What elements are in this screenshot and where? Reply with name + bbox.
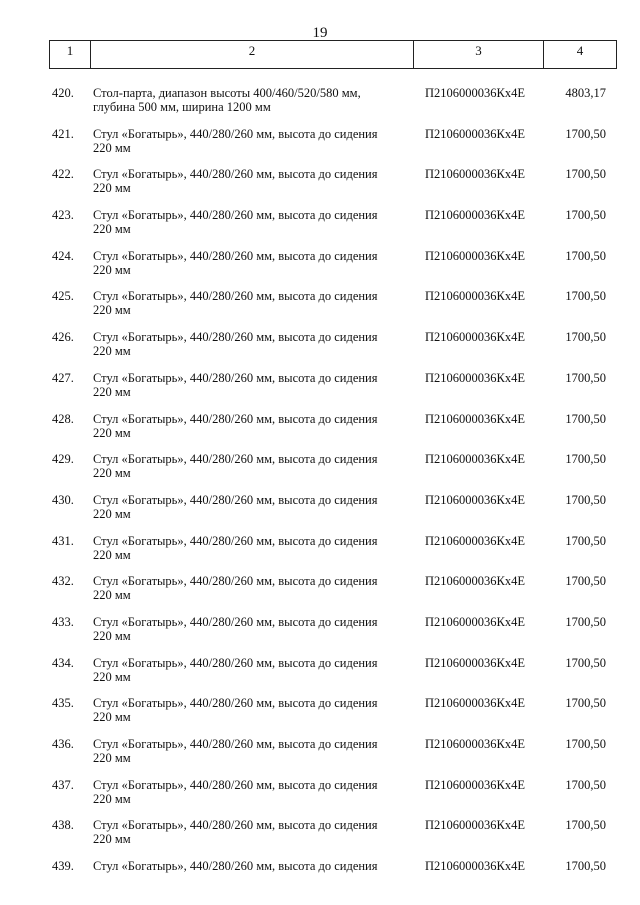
row-number: 436. xyxy=(52,737,74,751)
row-price: 1700,50 xyxy=(565,208,606,223)
row-price: 1700,50 xyxy=(565,411,606,426)
table-row xyxy=(0,452,640,493)
row-description xyxy=(93,412,398,440)
row-number: 424. xyxy=(52,248,74,263)
row-price: 1700,50 xyxy=(565,126,606,141)
row-number: 428. xyxy=(52,411,74,426)
row-price: 1700,50 xyxy=(565,614,606,629)
row-description-line2: 220 мм xyxy=(93,344,131,359)
row-number: 425. xyxy=(52,289,74,304)
row-code: П2106000036Кх4Е xyxy=(425,818,525,833)
table-row xyxy=(0,534,640,575)
row-description-line2: 220 мм xyxy=(93,506,131,521)
row-description-line1: Стул «Богатырь», 440/280/260 мм, высота до сидения xyxy=(93,411,378,426)
row-price: 1700,50 xyxy=(565,737,606,751)
table-row xyxy=(0,412,640,453)
row-number: 435. xyxy=(52,696,74,711)
row-description-line2: 220 мм xyxy=(93,425,131,440)
row-description-line1: Стол-парта, диапазон высоты 400/460/520/580 мм, xyxy=(93,86,361,100)
row-number: 422. xyxy=(52,167,74,182)
row-code: П2106000036Кх4Е xyxy=(425,411,525,426)
row-code: П2106000036Кх4Е xyxy=(425,533,525,548)
row-description-line2: глубина 500 мм, ширина 1200 мм xyxy=(93,100,271,114)
row-number: 438. xyxy=(52,818,74,833)
row-number: 423. xyxy=(52,208,74,223)
table-row xyxy=(0,696,640,737)
row-description-line2: 220 мм xyxy=(93,384,131,399)
row-number: 427. xyxy=(52,370,74,385)
row-number: 434. xyxy=(52,655,74,670)
row-description-line2: 220 мм xyxy=(93,710,131,725)
row-price: 1700,50 xyxy=(565,655,606,670)
row-price: 1700,50 xyxy=(565,452,606,467)
row-description xyxy=(93,656,398,684)
row-description-line2: 220 мм xyxy=(93,751,131,765)
row-code: П2106000036Кх4Е xyxy=(425,492,525,507)
table-row xyxy=(0,330,640,371)
row-description-line1: Стул «Богатырь», 440/280/260 мм, высота до сидения xyxy=(93,777,378,792)
row-description xyxy=(93,289,398,317)
row-description-line2: 220 мм xyxy=(93,140,131,155)
row-number: 431. xyxy=(52,533,74,548)
row-price: 1700,50 xyxy=(565,289,606,304)
row-price: 1700,50 xyxy=(565,696,606,711)
row-code: П2106000036Кх4Е xyxy=(425,777,525,792)
row-description xyxy=(93,859,398,873)
row-description-line1: Стул «Богатырь», 440/280/260 мм, высота до сидения xyxy=(93,818,378,833)
row-description xyxy=(93,127,398,155)
row-description-line1: Стул «Богатырь», 440/280/260 мм, высота до сидения xyxy=(93,533,378,548)
table-row xyxy=(0,127,640,168)
header-col-3: 3 xyxy=(414,41,544,68)
row-description-line1: Стул «Богатырь», 440/280/260 мм, высота до сидения xyxy=(93,574,378,589)
table-row xyxy=(0,249,640,290)
header-col-2: 2 xyxy=(91,41,414,68)
row-code: П2106000036Кх4Е xyxy=(425,248,525,263)
row-code: П2106000036Кх4Е xyxy=(425,574,525,589)
table-row xyxy=(0,737,640,778)
row-description xyxy=(93,574,398,602)
row-description-line2: 220 мм xyxy=(93,303,131,318)
row-price: 1700,50 xyxy=(565,330,606,345)
row-price: 1700,50 xyxy=(565,248,606,263)
row-price: 1700,50 xyxy=(565,574,606,589)
row-description xyxy=(93,696,398,724)
row-description xyxy=(93,371,398,399)
row-description-line1: Стул «Богатырь», 440/280/260 мм, высота до сидения xyxy=(93,126,378,141)
table-row xyxy=(0,167,640,208)
row-description xyxy=(93,452,398,480)
row-number: 433. xyxy=(52,614,74,629)
row-description-line2: 220 мм xyxy=(93,547,131,562)
table-row xyxy=(0,371,640,412)
row-description-line2: 220 мм xyxy=(93,222,131,237)
table-row xyxy=(0,574,640,615)
table-row xyxy=(0,778,640,819)
row-description-line2: 220 мм xyxy=(93,791,131,806)
row-description-line1: Стул «Богатырь», 440/280/260 мм, высота до сидения xyxy=(93,452,378,467)
row-description-line2: 220 мм xyxy=(93,628,131,643)
row-price: 1700,50 xyxy=(565,777,606,792)
row-code: П2106000036Кх4Е xyxy=(425,126,525,141)
row-number: 439. xyxy=(52,859,74,874)
row-description xyxy=(93,778,398,806)
row-description-line1: Стул «Богатырь», 440/280/260 мм, высота до сидения xyxy=(93,330,378,345)
row-description-line2: 220 мм xyxy=(93,588,131,603)
row-description xyxy=(93,167,398,195)
row-price: 4803,17 xyxy=(565,86,606,100)
row-code: П2106000036Кх4Е xyxy=(425,614,525,629)
row-code: П2106000036Кх4Е xyxy=(425,452,525,467)
row-description-line2: 220 мм xyxy=(93,466,131,481)
row-code: П2106000036Кх4Е xyxy=(425,86,525,100)
row-number: 432. xyxy=(52,574,74,589)
row-description xyxy=(93,737,398,765)
row-price: 1700,50 xyxy=(565,492,606,507)
row-code: П2106000036Кх4Е xyxy=(425,655,525,670)
row-description-line2: 220 мм xyxy=(93,181,131,196)
row-description xyxy=(93,818,398,846)
row-code: П2106000036Кх4Е xyxy=(425,330,525,345)
table-body xyxy=(0,86,640,900)
row-description-line1: Стул «Богатырь», 440/280/260 мм, высота до сидения xyxy=(93,289,378,304)
row-description-line1: Стул «Богатырь», 440/280/260 мм, высота до сидения xyxy=(93,655,378,670)
row-number: 430. xyxy=(52,492,74,507)
row-code: П2106000036Кх4Е xyxy=(425,208,525,223)
table-row xyxy=(0,208,640,249)
row-description-line1: Стул «Богатырь», 440/280/260 мм, высота до сидения xyxy=(93,248,378,263)
row-description-line1: Стул «Богатырь», 440/280/260 мм, высота до сидения xyxy=(93,208,378,223)
row-description-line1: Стул «Богатырь», 440/280/260 мм, высота до сидения xyxy=(93,696,378,711)
row-description-line1: Стул «Богатырь», 440/280/260 мм, высота до сидения xyxy=(93,370,378,385)
table-row xyxy=(0,859,640,900)
header-col-4: 4 xyxy=(576,43,584,58)
table-header xyxy=(49,40,617,69)
row-description-line2: 220 мм xyxy=(93,262,131,277)
row-price: 1700,50 xyxy=(565,818,606,833)
table-row xyxy=(0,615,640,656)
row-number: 421. xyxy=(52,126,74,141)
row-price: 1700,50 xyxy=(565,533,606,548)
row-price: 1700,50 xyxy=(565,370,606,385)
row-code: П2106000036Кх4Е xyxy=(425,859,525,874)
table-row xyxy=(0,818,640,859)
row-code: П2106000036Кх4Е xyxy=(425,737,525,751)
row-description-line2: 220 мм xyxy=(93,832,131,847)
row-description xyxy=(93,534,398,562)
table-row xyxy=(0,493,640,534)
row-number: 420. xyxy=(52,86,74,100)
row-description-line1: Стул «Богатырь», 440/280/260 мм, высота до сидения xyxy=(93,492,378,507)
row-description-line2: 220 мм xyxy=(93,669,131,684)
page-number: 19 xyxy=(312,25,328,41)
row-description xyxy=(93,208,398,236)
row-description xyxy=(93,330,398,358)
row-code: П2106000036Кх4Е xyxy=(425,696,525,711)
row-description xyxy=(93,86,398,114)
table-row xyxy=(0,289,640,330)
table-row xyxy=(0,86,640,127)
row-code: П2106000036Кх4Е xyxy=(425,167,525,182)
row-code: П2106000036Кх4Е xyxy=(425,289,525,304)
row-description xyxy=(93,615,398,643)
row-description xyxy=(93,493,398,521)
row-number: 437. xyxy=(52,777,74,792)
row-code: П2106000036Кх4Е xyxy=(425,370,525,385)
row-description-line1: Стул «Богатырь», 440/280/260 мм, высота до сидения xyxy=(93,167,378,182)
row-description-line1: Стул «Богатырь», 440/280/260 мм, высота до сидения xyxy=(93,614,378,629)
table-row xyxy=(0,656,640,697)
row-price: 1700,50 xyxy=(565,859,606,874)
row-description-line1: Стул «Богатырь», 440/280/260 мм, высота до сидения xyxy=(93,737,378,751)
row-description xyxy=(93,249,398,277)
row-price: 1700,50 xyxy=(565,167,606,182)
header-col-1: 1 xyxy=(50,41,91,68)
row-number: 426. xyxy=(52,330,74,345)
row-number: 429. xyxy=(52,452,74,467)
row-description-line1: Стул «Богатырь», 440/280/260 мм, высота до сидения xyxy=(93,859,378,874)
